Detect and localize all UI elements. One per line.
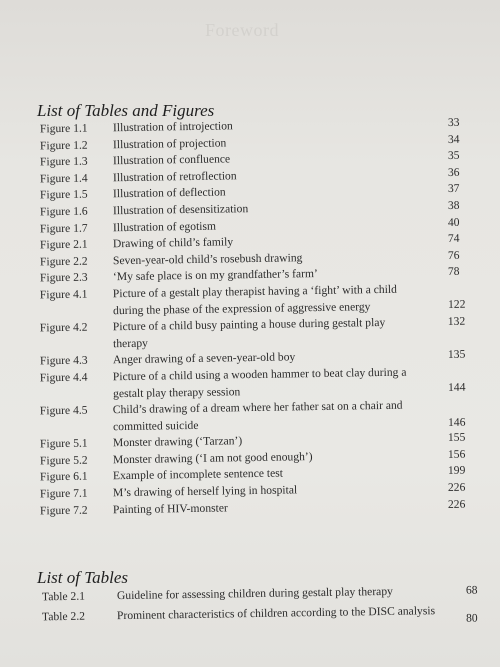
entry-number: Figure 1.6 (39, 204, 88, 219)
entry-description: Drawing of child’s family (112, 235, 234, 251)
entry-page-number: 38 (447, 198, 460, 212)
entry-page-number: 34 (447, 132, 460, 146)
entry-description: Seven-year-old child’s rosebush drawing (112, 251, 303, 267)
entry-page-number: 199 (447, 464, 466, 478)
entry-page-number: 156 (447, 447, 466, 461)
entry-number: Figure 1.2 (39, 138, 88, 152)
entry-number: Figure 1.4 (39, 171, 88, 186)
entry-description: Illustration of deflection (112, 185, 226, 201)
entry-number: Figure 1.3 (39, 154, 88, 169)
entry-description: Illustration of projection (112, 136, 227, 151)
entry-page-number: 155 (447, 430, 466, 445)
entry-description: Illustration of introjection (112, 119, 233, 135)
entry-page-number: 135 (447, 348, 466, 362)
entry-page-number: 226 (447, 497, 466, 511)
entry-description: Picture of a child busy painting a house during gestalt play therapy (112, 316, 386, 350)
tables-list (0, 583, 500, 630)
entry-description: Anger drawing of a seven-year-old boy (112, 350, 296, 367)
entry-description: ‘My safe place is on my grandfather’s farm’ (112, 267, 318, 284)
entry-number: Figure 7.1 (39, 486, 88, 501)
entry-number: Figure 4.4 (39, 370, 88, 385)
entry-number: Figure 5.1 (39, 436, 88, 451)
figures-list (0, 115, 500, 520)
entry-number: Figure 1.5 (39, 187, 88, 202)
entry-page-number: 132 (447, 314, 466, 329)
entry-description: Illustration of egotism (112, 219, 217, 234)
entry-description: Monster drawing (‘I am not good enough’) (112, 449, 313, 467)
figures-section-title: List of Tables and Figures (37, 101, 215, 120)
entry-page-number: 144 (447, 380, 466, 394)
entry-description: Guideline for assessing children during gestalt play therapy (116, 584, 393, 603)
entry-page-number: 40 (447, 215, 460, 229)
entry-number: Figure 4.1 (39, 287, 88, 302)
entry-page-number: 36 (447, 165, 460, 179)
entry-page-number: 122 (447, 297, 466, 311)
entry-description: Picture of a child using a wooden hammer to beat clay during a gestalt play therapy session (112, 365, 407, 400)
entry-number: Table 2.1 (41, 589, 86, 604)
entry-number: Figure 4.3 (39, 353, 88, 368)
entry-number: Figure 2.1 (39, 237, 88, 252)
entry-number: Figure 4.2 (39, 320, 88, 335)
entry-number: Figure 2.3 (39, 270, 88, 285)
entry-description: Illustration of desensitization (112, 202, 249, 218)
entry-page-number: 37 (447, 182, 460, 196)
entry-number: Figure 6.1 (39, 470, 88, 484)
entry-description: Prominent characteristics of children according to the DISC analysis (116, 604, 436, 623)
bleed-through-heading: Foreword (205, 20, 279, 40)
tables-section-title: List of Tables (37, 568, 129, 587)
entry-page-number: 146 (447, 415, 466, 430)
entry-page-number: 78 (447, 265, 460, 279)
entry-number: Table 2.2 (41, 609, 86, 624)
entry-number: Figure 7.2 (39, 503, 88, 518)
entry-page-number: 226 (447, 480, 466, 495)
entry-number: Figure 1.1 (39, 121, 88, 136)
entry-page-number: 76 (447, 248, 460, 262)
entry-description: Example of incomplete sentence test (112, 467, 284, 483)
entry-number: Figure 1.7 (39, 221, 88, 235)
entry-page-number: 74 (447, 231, 460, 246)
entry-description: Child’s drawing of a dream where her father sat on a chair and committed suicide (112, 398, 403, 433)
entry-number: Figure 2.2 (39, 254, 88, 269)
entry-description: Illustration of retroflection (112, 169, 237, 185)
entry-description: Painting of HIV-monster (112, 501, 228, 516)
entry-page-number: 35 (447, 148, 460, 163)
entry-description: Monster drawing (‘Tarzan’) (112, 434, 243, 450)
entry-description: Picture of a gestalt play therapist having a ‘fight’ with a child during the phase of the expression of aggressive energy (112, 282, 397, 317)
entry-number: Figure 4.5 (39, 403, 88, 418)
entry-page-number: 33 (447, 115, 460, 129)
entry-description: M’s drawing of herself lying in hospital (112, 483, 298, 500)
entry-page-number: 68 (465, 583, 478, 597)
entry-number: Figure 5.2 (39, 453, 88, 468)
entry-description: Illustration of confluence (112, 152, 231, 168)
table-entry (0, 602, 500, 626)
entry-page-number: 80 (465, 611, 478, 625)
